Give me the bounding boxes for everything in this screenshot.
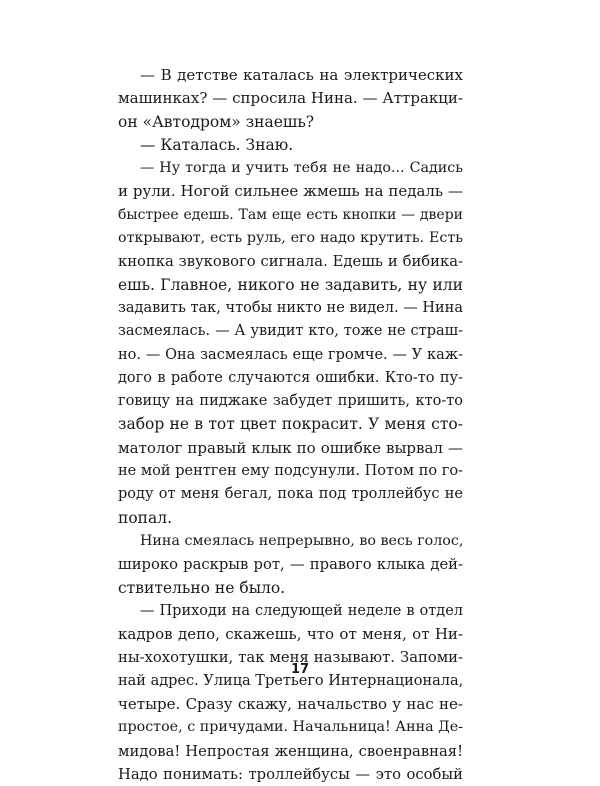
text-line: ны-хохотушки, так меня называют. Запоми- <box>118 649 463 667</box>
text-line: он «Автодром» знаешь? <box>118 112 315 131</box>
text-line: открывают, есть руль, его надо крутить. Есть <box>118 230 463 247</box>
text-line: ешь. Главное, никого не задавить, ну или <box>118 275 463 294</box>
text-line: — В детстве каталась на электрических <box>140 66 463 84</box>
text-line: — Каталась. Знаю. <box>140 135 294 154</box>
text-line: — Приходи на следующей неделе в отдел <box>140 602 463 619</box>
text-line: засмеялась. — А увидит кто, тоже не страш- <box>118 323 463 340</box>
text-line: матолог правый клык по ошибке вырвал — <box>118 438 463 457</box>
text-line: четыре. Сразу скажу, начальство у нас не- <box>118 695 463 714</box>
text-line: быстрее едешь. Там еще есть кнопки — двери <box>118 206 463 223</box>
text-line: машинках? — спросила Нина. — Аттракци- <box>118 89 463 108</box>
text-line: дого в работе случаются ошибки. Кто-то пу- <box>118 369 463 386</box>
page-number: 17 <box>290 662 310 677</box>
text-line: говицу на пиджаке забудет пришить, кто-то <box>118 393 463 410</box>
text-line: широко раскрыв рот, — правого клыка дей- <box>118 556 463 574</box>
text-line: но. — Она засмеялась еще громче. — У каж- <box>118 346 463 363</box>
text-line: забор не в тот цвет покрасит. У меня сто- <box>118 415 463 434</box>
text-line: задавить так, чтобы никто не видел. — Нина <box>118 299 463 316</box>
text-line: ствительно не было. <box>118 578 286 597</box>
text-line: не мой рентген ему подсунули. Потом по го- <box>118 463 463 480</box>
text-line: роду от меня бегал, пока под троллейбус не <box>118 486 463 503</box>
body-text <box>118 64 463 786</box>
text-line: — Ну тогда и учить тебя не надо... Садись <box>140 160 463 177</box>
text-line: най адрес. Улица Третьего Интернационала, <box>118 672 464 689</box>
text-line: мидова! Непростая женщина, своенравная! <box>118 742 463 760</box>
text-line: простое, с причудами. Начальница! Анна Де- <box>118 719 463 736</box>
text-line: Надо понимать: троллейбусы — это особый <box>118 765 463 783</box>
text-line: кадров депо, скажешь, что от меня, от Ни- <box>118 625 463 644</box>
text-line: Нина смеялась непрерывно, во весь голос, <box>140 532 464 549</box>
text-line: кнопка звукового сигнала. Едешь и бибика- <box>118 253 463 271</box>
text-line: попал. <box>118 508 173 527</box>
text-line: и рули. Ногой сильнее жмешь на педаль — <box>118 182 463 201</box>
